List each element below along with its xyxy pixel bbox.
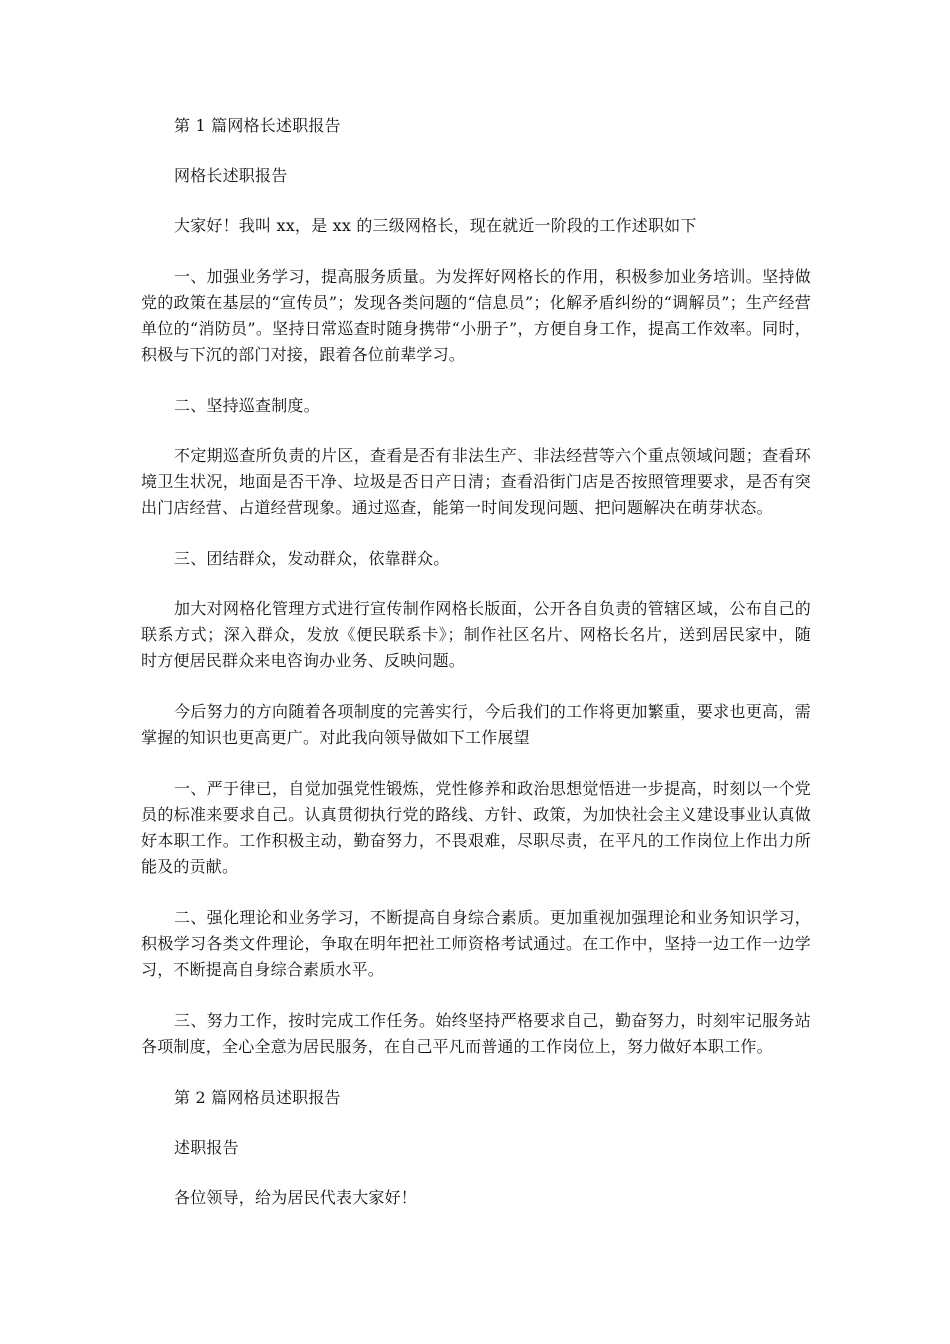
body-paragraph-6: 二、强化理论和业务学习，不断提高自身综合素质。更加重视加强理论和业务知识学习，积极学习各类文件理论，争取在明年把社工师资格考试通过。在工作中，坚持一边工作一边学习，不断提高自身综合素质水平。 (141, 908, 811, 979)
report-title: 网格长述职报告 (174, 166, 288, 185)
body-paragraph-1: 一、加强业务学习，提高服务质量。为发挥好网格长的作用，积极参加业务培训。坚持做党的政策在基层的“宣传员”；发现各类问题的“信息员”；化解矛盾纠纷的“调解员”；生产经营单位的“消防员”。坚持日常巡查时随身携带“小册子”，方便自身工作，提高工作效率。同时，积极与下沉的部门对接，跟着各位前辈学习。 (141, 267, 811, 364)
subheading-2: 二、坚持巡查制度。 (174, 396, 320, 415)
section-1-title: 第 1 篇网格长述职报告 (174, 116, 341, 135)
body-paragraph-4: 今后努力的方向随着各项制度的完善实行，今后我们的工作将更加繁重，要求也更高，需掌握的知识也更高更广。对此我向领导做如下工作展望 (141, 702, 811, 747)
document-body (141, 113, 811, 1236)
body-paragraph-7: 三、努力工作，按时完成工作任务。始终坚持严格要求自己，勤奋努力，时刻牢记服务站各项制度，全心全意为居民服务，在自己平凡而普通的工作岗位上，努力做好本职工作。 (141, 1011, 811, 1056)
body-paragraph-2: 不定期巡查所负责的片区，查看是否有非法生产、非法经营等六个重点领域问题；查看环境卫生状况，地面是否干净、垃圾是否日产日清；查看沿街门店是否按照管理要求，是否有突出门店经营、占道经营现象。通过巡查，能第一时间发现问题、把问题解决在萌芽状态。 (141, 446, 811, 517)
body-paragraph-5: 一、严于律已，自觉加强党性锻炼，党性修养和政治思想觉悟进一步提高，时刻以一个党员的标准来要求自己。认真贯彻执行党的路线、方针、政策，为加快社会主义建设事业认真做好本职工作。工作积极主动，勤奋努力，不畏艰难，尽职尽责，在平凡的工作岗位上作出力所能及的贡献。 (141, 779, 811, 876)
subheading-3: 三、团结群众，发动群众，依靠群众。 (174, 549, 450, 568)
section-2-subtitle: 述职报告 (174, 1138, 239, 1157)
body-paragraph-3: 加大对网格化管理方式进行宣传制作网格长版面，公开各自负责的管辖区域，公布自己的联系方式；深入群众，发放《便民联系卡》；制作社区名片、网格长名片，送到居民家中，随时方便居民群众来电咨询办业务、反映问题。 (141, 599, 811, 670)
section-2-title: 第 2 篇网格员述职报告 (174, 1088, 341, 1107)
section-2-greeting: 各位领导，给为居民代表大家好！ (174, 1188, 418, 1207)
greeting-paragraph: 大家好！我叫 xx，是 xx 的三级网格长，现在就近一阶段的工作述职如下 (174, 216, 697, 235)
